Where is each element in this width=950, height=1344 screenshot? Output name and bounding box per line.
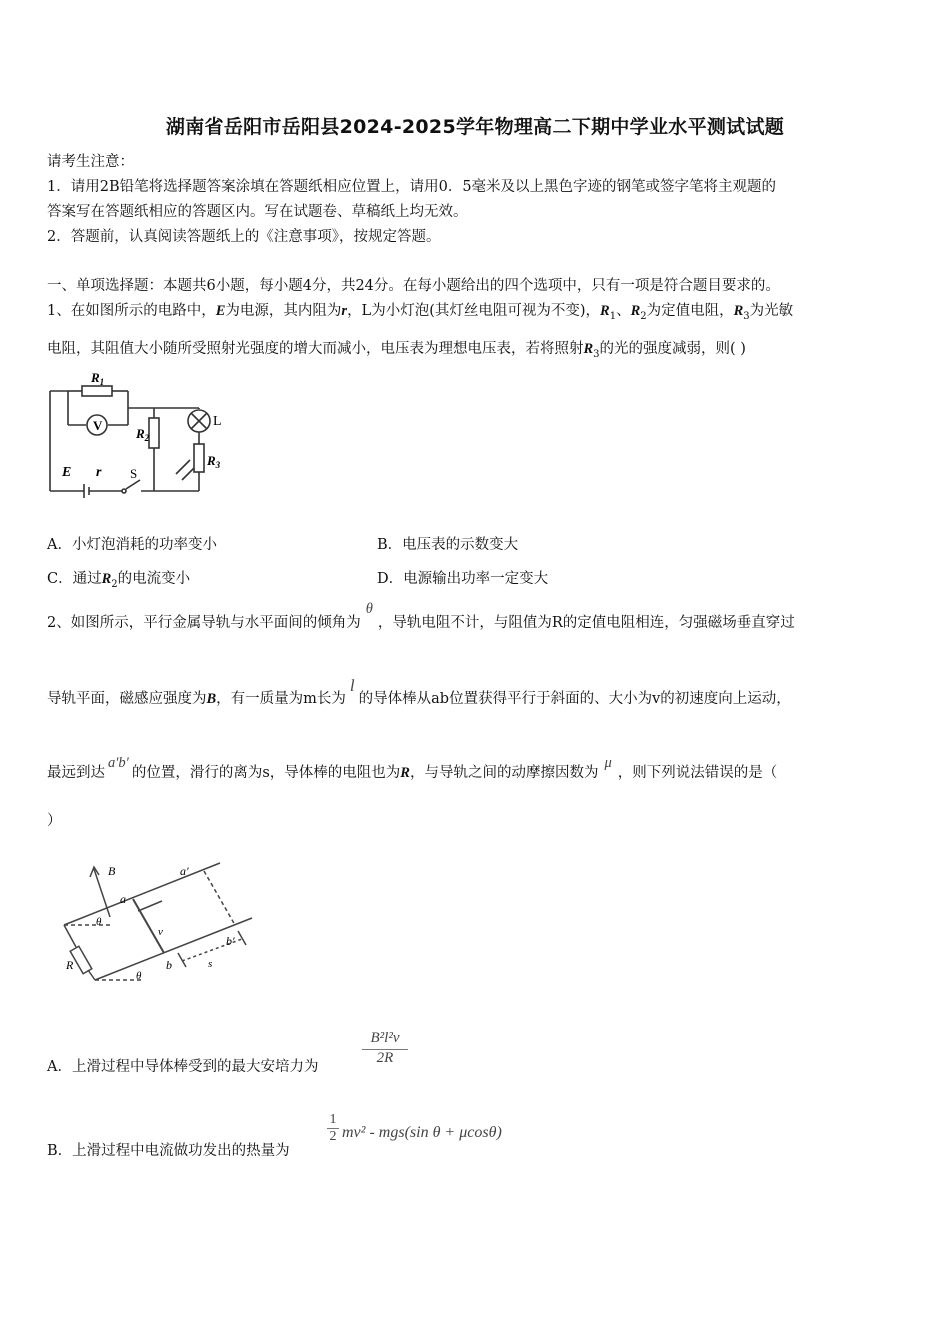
resistor-r3 (194, 444, 204, 472)
q1-option-c[interactable] (47, 567, 190, 590)
notice-heading: 请考生注意： (47, 154, 134, 170)
option-text: 的电流变小 (117, 571, 191, 587)
incline-rails-diagram (58, 855, 278, 1000)
label-s: S (130, 466, 138, 481)
label-a: a (120, 892, 126, 906)
q1-text: 为定值电阻， (646, 303, 734, 319)
q2-line-1 (47, 601, 795, 633)
label-r2: $R_2$ (136, 426, 150, 443)
q2-option-b-fraction (327, 1112, 339, 1145)
q1-sub: 2 (640, 310, 647, 322)
q2-symbol-b: B (206, 691, 217, 707)
q2-option-b[interactable]: B．上滑过程中电流做功发出的热量为 (47, 1143, 290, 1159)
label-l: L (213, 414, 222, 429)
q1-line-1 (47, 301, 793, 327)
q2-option-b-expression: mv² - mgs(sin θ + μcosθ) (342, 1124, 502, 1141)
resistor-r1 (82, 386, 112, 396)
q2-line-3 (47, 755, 778, 783)
label-v: V (93, 418, 103, 433)
q1-symbol-e: E (215, 303, 226, 319)
q1-text: 的光的强度减弱，则( ) (599, 341, 746, 357)
q2-text: 导轨平面，磁感应强度为 (47, 691, 207, 707)
q2-symbol-r: R (400, 765, 410, 781)
q2-line-2 (47, 676, 791, 709)
q1-symbol-r1: R (600, 303, 610, 319)
label-r: r (96, 465, 102, 480)
q2-text: 的位置，滑行的离为s，导体棒的电阻也为 (131, 765, 401, 781)
q1-symbol-r2: R (630, 303, 641, 319)
q1-symbol-r3: R (733, 303, 744, 319)
q2-option-a-fraction (362, 1030, 408, 1067)
label-b-bottom: b (166, 958, 172, 972)
q2-ab-prime: a′b′ (108, 755, 129, 771)
q2-l: l (349, 676, 355, 695)
option-sub: 2 (111, 578, 118, 590)
q2-text: ，导轨电阻不计，与阻值为R的定值电阻相连，匀强磁场垂直穿过 (377, 615, 795, 631)
q2-text: 的导体棒从ab位置获得平行于斜面的、大小为v的初速度向上运动， (358, 691, 791, 707)
q1-text: 电阻，其阻值大小随所受照射光强度的增大而减小，电压表为理想电压表，若将照射 (47, 341, 584, 357)
q1-line-2 (47, 339, 746, 365)
q2-mu: μ (604, 755, 612, 771)
circuit-diagram (44, 368, 234, 498)
q1-text: 1、在如图所示的电路中， (47, 303, 216, 319)
label-e: E (62, 465, 72, 480)
page-title: 湖南省岳阳市岳阳县2024-2025学年物理高二下期中学业水平测试试题 (165, 116, 785, 138)
fraction-numerator: B²l²v (370, 1030, 400, 1046)
q2-theta: θ (365, 601, 373, 617)
notice-item-1a: 1．请用2B铅笔将选择题答案涂填在答题纸相应位置上，请用0．5毫米及以上黑色字迹的钢笔或签字笔将主观题的 (47, 179, 777, 195)
q2-line-4: ） (47, 813, 62, 829)
q1-text: ，L为小灯泡(其灯丝电阻可视为不变)， (347, 303, 601, 319)
section-heading: 一、单项选择题：本题共6小题，每小题4分，共24分。在每小题给出的四个选项中，只有一项是符合题目要求的。 (47, 278, 780, 294)
q1-option-a[interactable]: A．小灯泡消耗的功率变小 (47, 537, 217, 553)
q1-text: 为光敏 (749, 303, 794, 319)
label-b: B (108, 864, 116, 878)
q1-option-b[interactable]: B．电压表的示数变大 (377, 537, 519, 553)
label-theta-2: θ (136, 970, 142, 982)
label-theta-1: θ (96, 916, 102, 928)
q2-text: ，则下列说法错误的是（ (617, 765, 778, 781)
q2-text: ，有一质量为m长为 (216, 691, 346, 707)
q1-symbol-r3: R (583, 341, 594, 357)
fraction-denominator: 2 (329, 1129, 337, 1144)
q2-text: 2、如图所示，平行金属导轨与水平面间的倾角为 (47, 615, 361, 631)
q1-text: 为电源，其内阻为 (225, 303, 342, 319)
label-v: v (158, 926, 163, 938)
q1-sep: 、 (616, 303, 631, 319)
label-r1: $R_1$ (91, 370, 105, 387)
q2-option-a[interactable]: A．上滑过程中导体棒受到的最大安培力为 (47, 1059, 319, 1075)
q1-sub: 1 (609, 310, 617, 322)
resistor-r2 (149, 418, 159, 448)
q1-symbol-r: r (341, 303, 348, 319)
option-text: C．通过 (47, 571, 102, 587)
q1-sub: 3 (593, 348, 600, 360)
q2-text: 最远到达 (47, 765, 105, 781)
label-r: R (66, 958, 74, 972)
label-b-prime: b′ (226, 934, 235, 948)
label-s: s (208, 958, 213, 970)
q2-text: ，与导轨之间的动摩擦因数为 (409, 765, 599, 781)
notice-item-2: 2．答题前，认真阅读答题纸上的《注意事项》，按规定答题。 (47, 229, 441, 245)
notice-item-1b: 答案写在答题纸相应的答题区内。写在试题卷、草稿纸上均无效。 (47, 204, 468, 220)
q1-sub: 3 (743, 310, 750, 322)
label-a-prime: a′ (180, 864, 189, 878)
fraction-denominator: 2R (376, 1050, 394, 1066)
option-symbol: R (101, 571, 112, 587)
q1-option-d[interactable]: D．电源输出功率一定变大 (377, 571, 549, 587)
label-r3: $R_3$ (207, 453, 221, 470)
fraction-numerator: 1 (329, 1112, 337, 1127)
